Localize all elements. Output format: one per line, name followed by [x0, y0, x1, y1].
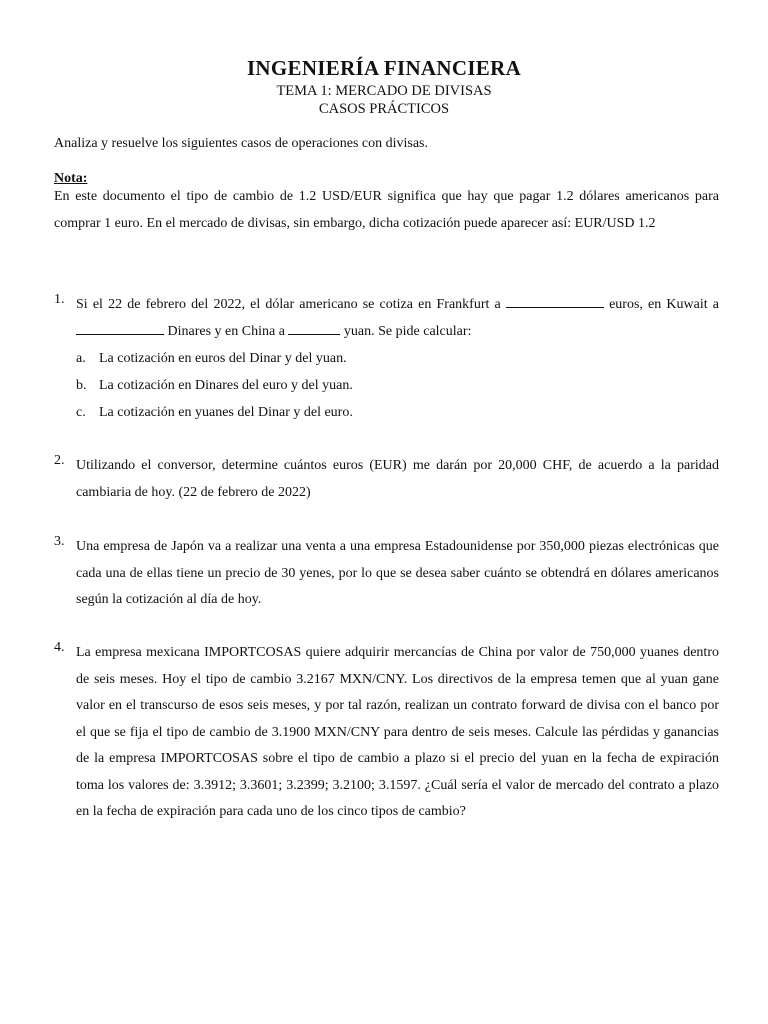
exercise-text: Una empresa de Japón va a realizar una venta a una empresa Estadounidense por 350,000 piezas electrónicas que cada una de ellas tiene un precio de 30 yenes, por lo que se desea saber cuánto se obtendrá en dólares americanos según la cotización al día de hoy. — [76, 539, 719, 607]
exercise-number: 4. — [54, 640, 65, 655]
page-title: INGENIERÍA FINANCIERA — [246, 56, 522, 80]
exercise-1-text-c: Dinares y en China a — [167, 323, 285, 339]
list-item — [54, 399, 719, 426]
list-item — [54, 345, 719, 372]
subitem-text: La cotización en euros del Dinar y del yuan. — [99, 351, 347, 366]
blank-china-rate — [288, 320, 340, 335]
exercise-text: Utilizando el conversor, determine cuántos euros (EUR) me darán por 20,000 CHF, de acuerdo a la paridad cambiaria de hoy. (22 de febrero de 2022) — [76, 458, 719, 500]
nota-label: Nota: — [54, 171, 88, 186]
subitem-text: La cotización en yuanes del Dinar y del euro. — [99, 405, 353, 420]
blank-kuwait-rate — [76, 320, 164, 335]
exercise-1-text-d: yuan. Se pide calcular: — [343, 323, 472, 339]
exercise-text: La empresa mexicana IMPORTCOSAS quiere adquirir mercancías de China por valor de 750,000 yuanes dentro de seis meses. Hoy el tipo de cambio 3.2167 MXN/CNY. Los directivos de la empresa temen que al yuan gane valor en el transcurso de esos seis meses, y por tal razón, realizan un contrato forward de divisa con el banco por el que se fija el tipo de cambio de 3.1900 MXN/CNY para dentro de seis meses. Calcule las pérdidas y ganancias de la empresa IMPORTCOSAS sobre el tipo de cambio a plazo si el precio del yuan en la fecha de expiración toma los valores de: 3.3912; 3.3601; 3.2399; 3.2100; 3.1597. ¿Cuál sería el valor de mercado del contrato a plazo en la fecha de expiración para cada uno de los cinco tipos de cambio? — [76, 645, 719, 819]
exercise-1-text-b: euros, en Kuwait a — [609, 297, 719, 312]
list-item — [54, 372, 719, 399]
exercise-1-text-a: Si el 22 de febrero del 2022, el dólar americano se cotiza en Frankfurt a — [76, 297, 501, 312]
exercise-number: 2. — [54, 453, 65, 468]
exercise-3 — [54, 534, 719, 614]
subitem-letter: b. — [76, 378, 87, 393]
exercise-1 — [54, 292, 719, 426]
exercise-1-subitems — [54, 345, 719, 426]
page-subtitle-topic: TEMA 1: MERCADO DE DIVISAS — [276, 83, 492, 99]
intro-paragraph: Analiza y resuelve los siguientes casos de operaciones con divisas. — [54, 136, 429, 151]
subitem-letter: a. — [76, 351, 86, 366]
subitem-text: La cotización en Dinares del euro y del yuan. — [99, 378, 353, 393]
blank-frankfurt-rate — [506, 293, 604, 308]
subitem-letter: c. — [76, 405, 86, 420]
exercise-2 — [54, 453, 719, 506]
page-subtitle-section: CASOS PRÁCTICOS — [318, 101, 450, 117]
nota-text: En este documento el tipo de cambio de 1.2 USD/EUR significa que hay que pagar 1.2 dólares americanos para comprar 1 euro. En el mercado de divisas, sin embargo, dicha cotización puede aparecer así: EUR/USD 1.2 — [54, 189, 719, 231]
exercise-4 — [54, 640, 719, 826]
exercise-number: 3. — [54, 534, 65, 549]
exercise-number: 1. — [54, 292, 65, 307]
exercise-text — [76, 292, 719, 345]
